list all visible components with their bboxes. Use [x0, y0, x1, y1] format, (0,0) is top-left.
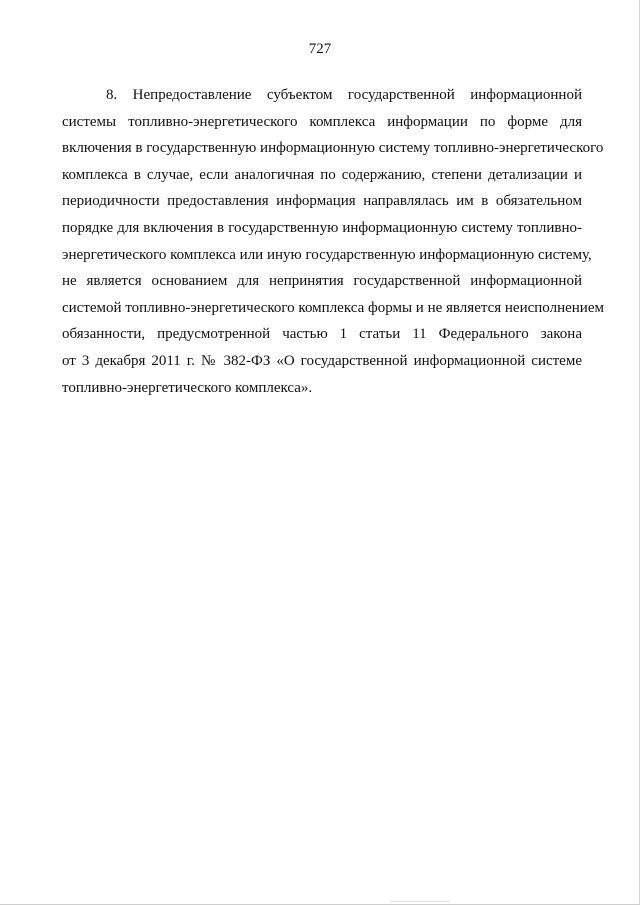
paragraph-line: энергетического комплекса или иную государственную информационную систему, [62, 246, 592, 263]
paragraph-line: комплекса в случае, если аналогичная по содержанию, степени детализации и [62, 166, 582, 183]
page-number: 727 [308, 41, 332, 57]
scan-artifact [390, 901, 450, 902]
paragraph-line: от 3 декабря 2011 г. № 382-ФЗ «О государственной информационной системе [62, 352, 582, 369]
paragraph-line: включения в государственную информационную систему топливно-энергетического [62, 140, 604, 157]
paragraph-line: обязанности, предусмотренной частью 1 статьи 11 Федерального закона [62, 326, 582, 343]
paragraph-line: периодичности предоставления информация направлялась им в обязательном [62, 193, 582, 210]
paragraph-line: системой топливно-энергетического комплекса формы и не является неисполнением [62, 299, 604, 316]
paragraph-line: порядке для включения в государственную информационную систему топливно- [62, 219, 582, 236]
paragraph-8 [62, 82, 604, 401]
paragraph-line: топливно-энергетического комплекса». [62, 379, 313, 396]
paragraph-line: не является основанием для непринятия государственной информационной [62, 273, 582, 290]
paragraph-line: системы топливно-энергетического комплекса информации по форме для [62, 113, 582, 130]
paragraph-line: 8. Непредоставление субъектом государственной информационной [106, 87, 582, 103]
